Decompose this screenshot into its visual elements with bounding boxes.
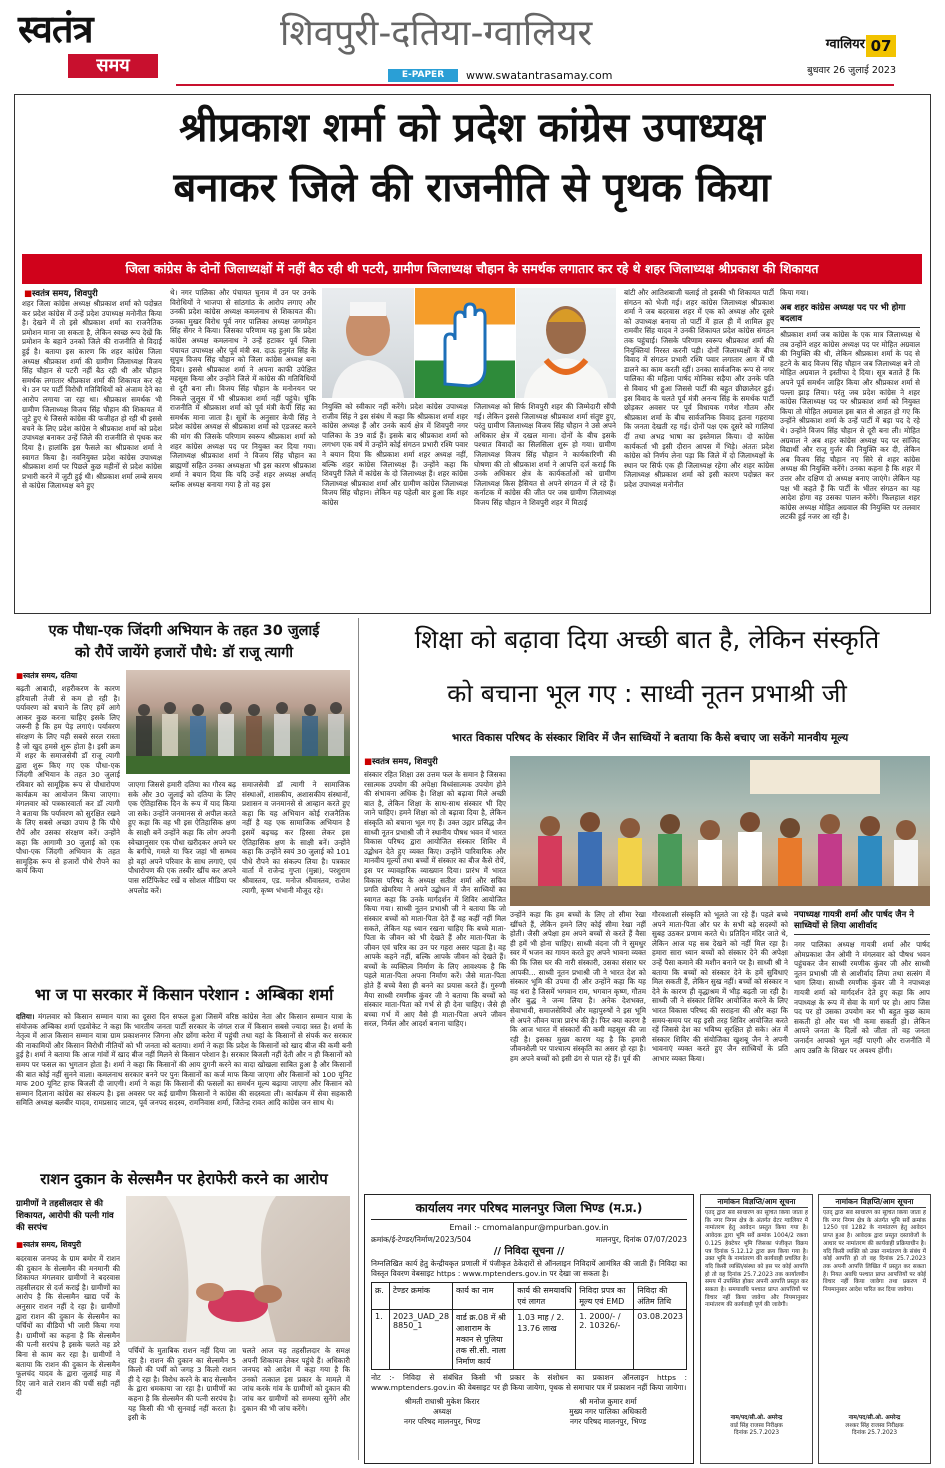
sadhvi-column-2: उन्होंने कहा कि हम बच्चों के लिए तो सीमा रेखा खींचते हैं, लेकिन हमने लिए कोई सीमा रेखा नहीं होती। जैसी अपेक्षा हम अपने बच्चों से करते हैं वैसा ही हमें भी होना चाहिए। साध्वी वंदना जी ने सुमधुर स्वर में भजन का गायन करते हुए अपने भावना व्यक्त की कि जिस घर की नारी संस्कारी, उसका संसार घर आपकी... साध्वी नूतन प्रभाश्री जी ने भारत देश को संस्कार भूमि की उपमा दी और उन्होंने कहा कि यह वह धरा है जिसमें भगवान राम, भगवान कृष्ण, गौतम और बुद्ध ने जन्म लिया है। अनेक देशभक्त, सेवाभावी, समाजसेवियों और महापुरुषों ने इस भूमि से अपने जीवन यात्रा प्रारंभ की है। फिर क्या कारण है कि आज भारत में संस्कारों की कमी महसूस की जा रही है। इसका मुख्य कारण यह है कि हमारी जीवनशैली पर पाश्चात्य संस्कृति का असर हो रहा है। हम अपने बच्चों को इसी ढंग से पाल रहे हैं। पूर्व की xyxy=(510,910,646,1063)
lead-headline-line-1: श्रीप्रकाश शर्मा को प्रदेश कांग्रेस उपाध्यक्ष xyxy=(179,105,765,151)
tender-reference: क्रमांक/ई-टेण्डर/निर्माण/2023/504 xyxy=(371,1235,472,1244)
city-label: ग्वालियर xyxy=(825,37,865,52)
tender-office: कार्यालय नगर परिषद मालनपुर जिला भिण्ड (म.प्र.) xyxy=(371,1199,687,1220)
lead-byline: ■ स्वतंत्र समय, शिवपुरी xyxy=(24,288,174,299)
tree-headline-line-1: एक पौधा-एक जिंदगी अभियान के तहत 30 जुलाई xyxy=(48,623,320,639)
notice-2-date: दिनांक 25.7.2023 xyxy=(851,1430,898,1437)
tender-table-header xyxy=(372,1283,687,1310)
tree-byline: ■ स्वतंत्र समय, दतिया xyxy=(16,671,126,681)
lead-strap: जिला कांग्रेस के दोनों जिलाध्यक्षों में नहीं बैठ रही थी पटरी, ग्रामीण जिलाध्यक्ष चौहान के समर्थक लगातार कर रहे थे शहर जिलाध्यक्ष श्रीप्रकाश की शिकायत xyxy=(22,254,922,284)
notice-2-sign: नाम/पद/सी.ओ. अमरेन्द्र xyxy=(848,1415,901,1421)
tender-left-role: अध्यक्ष xyxy=(432,1407,452,1416)
masthead-divider xyxy=(176,84,894,86)
tender-col-duration: कार्य की समयावधि एवं लागत xyxy=(514,1283,576,1310)
notice-1-title: नामांकन विज्ञप्ति/आम सूचना xyxy=(705,1197,808,1208)
lead-column-1: शहर जिला कांग्रेस अध्यक्ष श्रीप्रकाश शर्मा को पदोन्नत कर प्रदेश कांग्रेस में उन्हें प्रदेश उपाध्यक्ष मनोनीत किया है। देखने में तो इसे श्रीप्रकाश शर्मा का राजनैतिक प्रमोशन माना जा सकता है, लेकिन स्वच्छ रूप देखें कि प्रमोशन के बहाने उनको जिले की राजनीति से विदाई हुई है। बताया इस कारण कि शहर कांग्रेस जिला अध्यक्ष श्रीप्रकाश शर्मा की ग्रामीण जिलाध्यक्ष विजय सिंह चौहान से पटरी नहीं बैठ रही थी और चौहान समर्थक लगातार श्रीप्रकाश शर्मा की शिकायत कर रहे थे। उन पर पार्टी विरोधी गतिविधियों को अंजाम देने का आरोप लगाया जा रहा था। श्रीप्रकाश समर्थक भी ग्रामीण जिलाध्यक्ष विजय सिंह चौहान की शिकायत में जुटे हुए थे जिससे कांग्रेस की फजीहत हो रही थी इससे बचने के लिए प्रदेश कांग्रेस ने श्रीप्रकाश शर्मा को प्रदेश उपाध्यक्ष बनाकर उन्हें जिले की राजनीति से पृथक कर दिया है। हालांकि इस फैसले का श्रीप्रकाश शर्मा ने स्वागत किया है। नवनियुक्त प्रदेश कांग्रेस उपाध्यक्ष श्रीप्रकाश शर्मा पर पिछले कुछ महीनों से प्रदेश कांग्रेस प्रभारी करने में जुटी हुई थी। श्रीप्रकाश शर्मा लम्बे समय से कांग्रेस जिलाध्यक्ष बने हुए xyxy=(22,299,162,491)
tender-cell-deadline: 03.08.2023 xyxy=(634,1310,687,1370)
ration-column-3: चलते आज यह तहसीलदार के समक्ष अपनी शिकायत लेकर पहुंचे हैं। अधिकारी जनपद को आदेश में कहा गया है कि उनको तत्काल इस प्रकार के मामले में जांच करके गांव के ग्रामीणों को दुकान की जांच कर ग्रामीणों को समस्या सुनेंगे और दुकान की भी जांच करेंगे। xyxy=(242,1346,350,1413)
public-notice-2 xyxy=(818,1194,931,1464)
edition-title: शिवपुरी-दतिया-ग्वालियर xyxy=(280,13,593,54)
tender-right-role: मुख्य नगर पालिका अधिकारी xyxy=(569,1407,647,1416)
lead-column-4: जिलाध्यक्ष को सिर्फ शिवपुरी शहर की जिम्मेदारी सौंपी गई। लेकिन इससे जिलाध्यक्ष श्रीप्रकाश शर्मा संतुष्ट हुए, परंतु ग्रामीण जिलाध्यक्ष विजय सिंह चौहान ने उसे अपने अधिकार क्षेत्र में दखल माना। दोनों के बीच इसके पश्चात विवादों का सिलसिला शुरू हो गया। ग्रामीण जिलाध्यक्ष विजय सिंह चौहान ने कार्यकारिणी की घोषणा की तो श्रीप्रकाश शर्मा ने आपत्ति दर्ज कराई कि उनके अधिकार क्षेत्र के कार्यकर्ताओं को ग्रामीण जिलाध्यक्ष किस हैसियत से अपने संगठन में ले रहे हैं। कर्नाटक में कांग्रेस की जीत पर जब ग्रामीण जिलाध्यक्ष विजय सिंह चौहान ने शिवपुरी शहर में मिठाई xyxy=(474,402,616,507)
tender-cell-fee: 1. 2000/- / 2. 10326/- xyxy=(576,1310,634,1370)
notice-2-text: एतद् द्वारा सर्व साधारण को सूचित किया जाता है कि नगर निगम क्षेत्र के अंतर्गत भूमि सर्वे क्रमांक 1250 एवं 1282 के नामांतरण हेतु आवेदन प्राप्त हुआ है। आवेदक द्वारा प्रस्तुत दस्तावेजों के आधार पर नामांतरण की कार्यवाही प्रक्रियाधीन है। यदि किसी व्यक्ति को उक्त नामांतरण के संबंध में कोई आपत्ति हो तो वह दिनांक 25.7.2023 तक अपनी आपत्ति लिखित में प्रस्तुत कर सकता है। नियत अवधि पश्चात प्राप्त आपत्तियों पर कोई विचार नहीं किया जावेगा तथा प्रकरण में नियमानुसार आदेश पारित कर दिया जावेगा। xyxy=(823,1210,926,1294)
sadhvi-byline: ■ स्वतंत्र समय, शिवपुरी xyxy=(364,756,504,767)
sadhvi-column-3: गौरवशाली संस्कृति को भूलते जा रहे हैं। पहले बच्चे अपने माता-पिता और घर के सभी बड़े सदस्यों को सुबह उठकर प्रणाम करते थे। प्रतिदिन मंदिर जाते थे, लेकिन आज यह सब देखने को नहीं मिल रहा है। हमारा सारा ध्यान बच्चों को संस्कार देने की अपेक्षा उन्हें पैसा कमाने की मशीन बनाने पर है। साध्वी श्री ने बताया कि बच्चों को संस्कार देने के हमें सुविधाएं मिल सकती हैं, लेकिन सुख नहीं। बच्चों को संस्कार न देने के कारण ही वृद्धाश्रम में भीड़ बढ़ती जा रही है। साध्वी जी ने संस्कार शिविर आयोजित करने के लिए भारत विकास परिषद की सराहना की और कहा कि समय-समय पर यह इसी तरह शिविर आयोजित करते रहें जिससे देश का भविष्य सुरक्षित हो सके। अंत में संस्कार शिविर की संयोजिका खुशबू जैन ने अपनी भावनाएं व्यक्त करते हुए जैन साध्वियों के प्रति आभार व्यक्त किया। xyxy=(652,910,788,1063)
logo-text-bottom: समय xyxy=(68,54,158,78)
lead-column-5: बांटी और आतिशबाजी चलाई तो इसकी भी शिकायत पार्टी संगठन को भेजी गई। शहर कांग्रेस जिलाध्यक्ष श्रीप्रकाश शर्मा ने जब बदरवास शहर में एक को अध्यक्ष और दूसरे को उपाध्यक्ष बनाया तो पार्टी में हाल ही में शामिल हुए रामवीर सिंह यादव ने उनकी शिकायत प्रदेश कांग्रेस संगठन तक पहुंचाई। जिसके परिणाम स्वरूप श्रीप्रकाश शर्मा की नियुक्तियां निरस्त करनी पड़ी। दोनों जिलाध्यक्षों के बीच विवाद में संगठन प्रभारी रश्मि पवार लगातार आग में घी डालने का काम करती रहीं। उनका सार्वजनिक रूप से नगर पालिका की महिला पार्षद मोनिका सड़ैया और उनके पति से विवाद भी हुआ जिससे पार्टी की बहुत छीछालेदर हुई। इस विवाद के चलते पूर्व मंत्री अनन्य सिंह के समर्थक पार्टी छोड़कर अवसर पर पूर्व विधायक गणेश गौतम और श्रीप्रकाश शर्मा के बीच सार्वजनिक विवाद इतना गहराया कि जनता देखती रह गई। दोनों पक्ष एक दूसरे को गालियां दीं तथा अभद्र भाषा का इस्तेमाल किया। दो कांग्रेस कार्यकर्ता भी इसी दौरान आपस में भिड़े। अंततः प्रदेश कांग्रेस को निर्णय लेना पड़ा कि जिले में दो जिलाध्यक्षों के स्थान पर सिर्फ एक ही जिलाध्यक्ष रहेगा और शहर कांग्रेस जिलाध्यक्ष श्रीप्रकाश शर्मा को इसी कारण पदोन्नत कर प्रदेश उपाध्यक्ष मनोनीत xyxy=(624,288,774,489)
sadhvi-headline-line-2: को बचाना भूल गए : साध्वी नूतन प्रभाश्री जी xyxy=(447,679,847,708)
tree-column-3: समाजसेवी डॉ त्यागी ने सामाजिक संस्थाओं, शासकीय, अशासकीय संस्थानों, प्रशासन व जनमानसे से आव्हान करते हुए कहा कि यह अभियान कोई राजनैतिक नहीं है यह एक सामाजिक अभियान है इसमें बढ़चढ़ कर हिस्सा लेकर इस ऐतिहासिक क्षण के साक्षी बनें। उन्होंने कहा कि उन्होंने स्वयं 30 जुलाई को 101 पौधे रौपने का संकल्प लिया है। पत्रकार वार्ता में राजेन्द्र गुप्ता (मुन्ना), परशुराम श्रीवास्तव, एड. मनोज श्रीवास्तव, राजेश त्यागी, कृष्ण भंभानी मौजूद रहे। xyxy=(242,780,350,895)
epaper-badge: E-PAPER xyxy=(388,69,458,82)
lead-column-3: नियुक्ति को स्वीकार नहीं करेंगे। प्रदेश कांग्रेस उपाध्यक्ष राजीव सिंह ने इस संबंध में कहा कि श्रीप्रकाश शर्मा शहर कांग्रेस अध्यक्ष हैं और उनके कार्य क्षेत्र में शिवपुरी नगर पालिका के 39 वार्ड हैं। इसके बाद श्रीप्रकाश शर्मा को लगभग एक वर्ष में उन्होंने कोई संगठन प्रभारी रश्मि पवार ने बयान दिया कि श्रीप्रकाश शर्मा शहर अध्यक्ष नहीं, बल्कि शहर कांग्रेस जिलाध्यक्ष हैं। उन्होंने कहा कि शिवपुरी जिले में कांग्रेस के दो जिलाध्यक्ष हैं। शहर कांग्रेस जिलाध्यक्ष श्रीप्रकाश शर्मा और ग्रामीण कांग्रेस जिलाध्यक्ष विजय सिंह चौहान। लेकिन यह पहेली बार हुआ कि शहर कांग्रेस xyxy=(322,402,468,507)
kisan-story-text xyxy=(16,1012,352,1164)
kisan-body: मंगलवार को किसान सम्मान यात्रा का दूसरा दिन सफल हुआ जिसमें वरिष्ठ कांग्रेस नेता और किसान सम्मान यात्रा के संयोजक अम्बिका शर्मा एडवोकेट ने कहा कि भारतीय जनता पार्टी सरकार के जंगल राज में किसान सबसे ज्यादा त्रस्त है। शर्मा के नेतृत्व में आज किसान सम्मान यात्रा ग्राम प्रकाशनगर जिगना और छोंगा करेरा में पहुंची तथा यहां के किसानों से संपर्क कर सरकार की नाकामियों और किसान विरोधी नीतियों को भी जनता को बताया। शर्मा ने कहा कि प्रदेश के किसानों को खाद बीज की कमी बनी हुई है। शर्मा ने बताया कि आज गांवों में खाद बीज नहीं मिलने से किसान परेशान है। सरकार बिजली नहीं देती और न ही किसानों को समय पर फसल का भुगतान होता है। शर्मा ने कहा कि किसानों की आय दुगनी करने का वादा खोखला साबित हुआ है और किसानों की बात कोई नहीं सुनने वाला। कमलनाथ सरकार बनने पर पुनः किसानों का कर्ज माफ किया जाएगा और किसानों को 100 यूनिट माफ 200 यूनिट हाफ बिजली दी जाएगी। शर्मा ने कहा कि किसानों की फसलों का समर्थन मूल्य बढ़ाया जाएगा और किसान को सम्मान दिलाना कांग्रेस का संकल्प है। इस अवसर पर कई ग्रामीण किसानों ने कांग्रेस की सदस्यता ली। कार्यक्रम में सेवा सहकारी समिति अध्यक्ष बलबीर यादव, रामप्रसाद जाटव, पूर्व जनपद सदस्य, रामनिवास शर्मा, जितेन्द्र रावत आदि कांग्रेस जन साथ थे। xyxy=(16,1012,352,1108)
ration-column-2: पर्चियों के मुताबिक राशन नहीं दिया जा रहा है। राशन की दुकान का सेल्समैन 5 किलो की पर्ची को जगह 3 किलो राशन ही दे रहा है। विरोध करने के बाद सेल्समैन के द्वारा धमकाया जा रहा है। ग्रामीणों का कहना है कि सेल्समैन की पत्नी सरपंच है। यह किसी की भी सुनवाई नहीं करता है। इसी के xyxy=(128,1346,236,1423)
tender-left-name: श्रीमती राधाश्री मुकेश किरार xyxy=(404,1397,480,1406)
photo-vijay-singh-chauhan xyxy=(516,288,616,398)
tree-column-2: जाएगा जिससे हमारी दतिया का गौरव बढ़ सके और 30 जुलाई को दतिया के लिए एक ऐतिहासिक दिन के रूप में याद किया जा सके। उन्होंने जनमानस से अपील करते हुए कहा कि वह भी इस ऐतिहासिक क्षण के साक्षी बनें उन्होंने कहा कि लोग अपनी स्वेच्छानुसार एक पौधा खरीदकर अपने घर के बगीचे, गमले या फिर जहां भी सम्भव हो वहां अपने परिवार के साथ लगाएं, एवं पौधारोपण की एक तस्वीर खींच कर अपने पास सर्टिफिकेट रखें व सोशल मीडिया पर अपलोड करें। xyxy=(128,780,236,895)
public-notice-1 xyxy=(700,1194,813,1464)
tender-title: // निविदा सूचना // xyxy=(493,1246,565,1257)
masthead xyxy=(0,0,945,92)
notice-2-sign-2: लश्कर सिंह राजस्व निरीक्षक xyxy=(845,1422,904,1429)
ration-byline: ■ स्वतंत्र समय, शिवपुरी xyxy=(16,1240,126,1250)
notice-1-sign: नाम/पद/सी.ओ. अमरेन्द्र xyxy=(730,1415,783,1421)
newspaper-logo[interactable] xyxy=(18,8,168,80)
tender-col-work: कार्य का नाम xyxy=(453,1283,514,1310)
tender-cell-duration: 1.03 माह / 2. 13.76 लाख xyxy=(514,1310,576,1370)
sadhvi-sidebar-heading: नपाध्यक्ष गायत्री शर्मा और पार्षद जैन ने साध्वियों से लिया आशीर्वाद xyxy=(794,910,930,935)
tender-cell-serial: 1. xyxy=(372,1310,390,1370)
ration-column-1: बदरवास जनपद के ग्राम बमोर में राशन की दुकान के सेल्समैन की मनमानी की शिकायत मंगलवार ग्रामीणों ने बदरवास तहसीलदार से दर्ज कराई है। ग्रामीणों का आरोप है कि सेल्समैन खाद्य पर्चे के अनुसार राशन नहीं दे रहा है। ग्रामीणों द्वारा राशन की दुकान के सेल्समैन का पर्चियों का वीडियो भी जारी किया गया है। ग्रामीणों का कहना है कि सेल्समैन की पत्नी सरपंच है इसके चलते वह डरे बिना से काम कर रहा है। ग्रामीणों ने बताया कि राशन की दुकान के सेल्समैन फूलचंद यादव के द्वारा जुलाई माह में दिए जाने वाले राशन की पर्ची सही नहीं दी xyxy=(16,1254,120,1398)
photo-tree-press-conference xyxy=(126,670,350,774)
tender-note: नोट :- निविदा से संबंधित किसी भी प्रकार के संशोधन का प्रकाशन ऑनलाइन https : www.mptenders.gov.in की वेबसाइट पर ही किया जायेगा, पृथक से समाचार पत्र में प्रकाशन नहीं किया जायेगा। xyxy=(371,1373,687,1392)
tender-col-number: टेण्डर क्रमांक xyxy=(390,1283,453,1310)
tender-signatory-right xyxy=(529,1397,687,1427)
issue-date: बुधवार 26 जुलाई 2023 xyxy=(807,65,896,76)
congress-hand-logo xyxy=(415,288,515,398)
tender-date: मालनपुर, दिनांक 07/07/2023 xyxy=(595,1235,687,1244)
lead-sidebar-heading: अब शहर कांग्रेस अध्यक्ष पद पर भी होगा बदलाव xyxy=(780,303,920,328)
tender-col-serial: क्र. xyxy=(372,1283,390,1310)
photo-sanskar-shivir xyxy=(510,756,930,906)
tender-table xyxy=(371,1282,687,1370)
photo-shriprakash-sharma xyxy=(322,288,414,398)
tender-cell-work: वार्ड क्र.08 में श्री आशाराम के मकान से पुलिया तक सी.सी. नाला निर्माण कार्य xyxy=(453,1310,514,1370)
notice-1-date: दिनांक 25.7.2023 xyxy=(733,1430,780,1437)
tender-right-org: नगर परिषद मालनपुर, भिण्ड xyxy=(569,1417,647,1426)
tree-column-1: बढ़ती आबादी, शहरीकरण के कारण हरियाली तेजी से कम हो रही है। पर्यावरण को बचाने के लिए हमें आगे आकर कुछ करना चाहिए इसके लिए जरूरी है कि हम पेड़ लगाएं। पर्यावरण संरक्षण के लिए यही सबसे सरल रास्ता है जो खुद हमसे शुरू होता है। इसी क्रम में शहर के समाजसेवी डॉ राजू त्यागी द्वारा शुरू किए गए एक पौधा-एक जिंदगी अभियान के तहत 30 जुलाई रविवार को सामूहिक रूप से पौधारोपण कार्यक्रम का आयोजन किया जाएगा। मंगलवार को पत्रकारवार्ता कर डॉ त्यागी ने बताया कि पर्यावरण को सुरक्षित रखने के लिए सबसे अच्छा उपाय है कि पौधे रौपें और उसका संरक्षण करें। उन्होंने कहा कि आगामी 30 जुलाई को एक पौधा-एक जिंदगी अभियान के तहत सामूहिक रूप से हजारों पौधे रौपने का कार्य किया xyxy=(16,684,120,876)
page-number: 07 xyxy=(866,35,896,57)
notice-2-title: नामांकन विज्ञप्ति/आम सूचना xyxy=(823,1197,926,1208)
sadhvi-sidebar-text: नगर पालिका अध्यक्ष गायत्री शर्मा और पार्षद ओमप्रकाश जैन ओमी ने मंगलवार को पौषध भवन पहुंचकर जैन साध्वी रमणीक कुंवर जी और साध्वी नूतन प्रभाश्री जी से आशीर्वाद लिया तथा सत्संग में भाग लिया। साध्वी रमणीक कुंवर जी ने नपाध्यक्ष गायत्री शर्मा को मार्गदर्शन देते हुए कहा कि आप नपाध्यक्ष के रूप में सेवा के मार्ग पर हो। आप जिस पद पर हो उसका उपयोग कर भी बहुत कुछ काम सकती हो और यश भी कमा सकती हो। लेकिन आपने जनता के दिलों को जीता तो वह जनता जनार्दन आपको भूल नहीं पाएगी और राजनीति में आप उन्नति के शिखर पर अवश्य होंगी। xyxy=(794,940,930,1055)
photo-ration-shop xyxy=(126,1196,350,1342)
lead-column-2: थे। नगर पालिका और पंचायत चुनाव में उन पर उनके विरोधियों ने भाजपा से सांठगांठ के आरोप लगाए और उनकी प्रदेश कांग्रेस अध्यक्ष कमलनाथ से शिकायत की। उनका मुखर विरोध पूर्व नगर पालिका अध्यक्ष जगमोहन सिंह सेंगर ने किया। जिसका परिणाम यह हुआ कि प्रदेश कांग्रेस अध्यक्ष कमलनाथ ने उन्हें हटाकर पूर्व जिला पंचायत उपाध्यक्ष और पूर्व मंत्री स्व. दाऊ हनुमंत सिंह के सुपुत्र विजय सिंह चौहान को जिला कांग्रेस अध्यक्ष बना दिया। इससे श्रीप्रकाश शर्मा ने अपना काफी उपेक्षित महसूस किया और उन्होंने जिले में कांग्रेस की गतिविधियों से दूरी बना ली। विजय सिंह चौहान के मनोनयन पर निकले जुलूस में भी श्रीप्रकाश शर्मा नहीं पहुंचे। चूंकि राजनीति में श्रीप्रकाश शर्मा को पूर्व मंत्री केपी सिंह का समर्थक माना जाता है। सूत्रों के अनुसार केपी सिंह ने प्रदेश कांग्रेस अध्यक्ष से श्रीप्रकाश शर्मा को एडजस्ट करने की मांग की जिसके परिणाम स्वरूप श्रीप्रकाश शर्मा को शहर कांग्रेस अध्यक्ष पद पर नियुक्त कर दिया गया। जिलाध्यक्ष श्रीप्रकाश शर्मा ने विजय सिंह चौहान का ब्राह्मणों सहित उनका अध्यक्षता भी इस कारण श्रीप्रकाश शर्मा ने बयान दिया कि यदि उन्हें शहर अध्यक्ष अर्थात् ब्लॉक अध्यक्ष बनाया गया है तो वह इस xyxy=(170,288,316,489)
lead-sidebar-pre: किया गया। xyxy=(780,288,809,297)
kisan-headline: भा ज पा सरकार में किसान परेशान : अम्बिका शर्मा xyxy=(34,985,334,1004)
tender-cell-number: 2023_UAD_28 8850_1 xyxy=(390,1310,453,1370)
column-divider xyxy=(358,618,359,1460)
notice-1-text: एतद् द्वारा सर्व साधारण को सूचित किया जाता है कि नगर निगम क्षेत्र के अंतर्गत ग्रेटर ग्वालियर में नामांतरण हेतु आवेदन प्रस्तुत किया गया है। आवेदक द्वारा भूमि सर्वे क्रमांक 1004/2 रकवा 0.125 हेक्टेयर भूमि जिसका पंजीकृत विक्रय पत्र दिनांक 5.12.12 द्वारा क्रय किया गया है। उक्त भूमि के नामांतरण की कार्यवाही प्रचलित है। यदि किसी व्यक्ति/संस्था को इस पर कोई आपत्ति हो तो वह दिनांक 25.7.2023 तक कार्यालयीन समय में उपस्थित होकर अपनी आपत्ति प्रस्तुत कर सकता है। समयावधि पश्चात प्राप्त आपत्तियों पर विचार नहीं किया जावेगा और नियमानुसार नामांतरण की कार्यवाही पूर्ण की जावेगी। xyxy=(705,1210,808,1309)
tender-intro: निम्नलिखित कार्य हेतु केन्द्रीयकृत प्रणाली में पंजीकृत ठेकेदारों से ऑनलाइन निविदायें आमंत्रित की जाती हैं। निविदा का विस्तृत विवरण वेबसाइट https : www.mptenders.gov.in पर देखा जा सकता है। xyxy=(371,1259,687,1278)
tender-notice xyxy=(364,1194,694,1464)
tender-col-deadline: निविदा की अंतिम तिथि xyxy=(634,1283,687,1310)
tender-right-name: श्री मनोज कुमार शर्मा xyxy=(579,1397,637,1406)
website-link[interactable]: www.swatantrasamay.com xyxy=(466,69,613,82)
tree-headline-line-2: को रौपें जायेंगे हजारों पौधे: डॉ राजू त्यागी xyxy=(74,645,294,661)
sadhvi-headline-line-1: शिक्षा को बढ़ावा दिया अच्छी बात है, लेकिन संस्कृति xyxy=(414,625,880,654)
tender-signatory-left xyxy=(371,1397,513,1427)
ration-subheadline: ग्रामीणों ने तहसीलदार से की शिकायत, आरोपी की पत्नी गांव की सरपंच xyxy=(16,1199,114,1233)
sadhvi-strap: भारत विकास परिषद के संस्कार शिविर में जैन साध्वियों ने बताया कि कैसे बचाए जा सकेंगे मानवीय मूल्य xyxy=(451,732,849,744)
kisan-dateline: दतिया। xyxy=(16,1012,35,1021)
table-row xyxy=(372,1310,687,1370)
tender-col-fee: निविदा प्रपत्र का मूल्य एवं EMD xyxy=(576,1283,634,1310)
lead-headline-line-2: बनाकर जिले की राजनीति से पृथक किया xyxy=(173,165,771,211)
tender-email[interactable]: Email :- cmomalanpur@mpurban.gov.in xyxy=(449,1223,609,1232)
lead-sidebar-text: श्रीप्रकाश शर्मा जब कांग्रेस के एक मात्र जिलाध्यक्ष थे तब उन्होंने शहर कांग्रेस अध्यक्ष पद पर मोहित अग्रवाल की नियुक्ति की थी, लेकिन श्रीप्रकाश शर्मा के पद से हटने के बाद विजय सिंह चौहान जब जिलाध्यक्ष बने तो मोहित अग्रवाल ने इस्तीफा दे दिया। सूत्र बताते हैं कि अपने पूर्व समर्थन जाहिर किया और श्रीप्रकाश शर्मा से पल्ला झाड़ लिया। परंतु जब प्रदेश कांग्रेस ने शहर कांग्रेस जिलाध्यक्ष पद पर श्रीप्रकाश शर्मा को नियुक्त किया तो मोहित अग्रवाल इस बात से आहत हो गए कि उन्होंने श्रीप्रकाश शर्मा के उन्हें पार्टी में बड़ा पद दे रहे थे। उन्होंने विजय सिंह चौहान से दूरी बना ली। मोहित अग्रवाल ने अब शहर कांग्रेस अध्यक्ष पद पर सांजिद विद्यार्थी और राजू गुर्जर की नियुक्ति कर दी, लेकिन अब विजय सिंह चौहान नए सिरे से शहर कांग्रेस अध्यक्ष की नियुक्ति करेंगे। उनका कहना है कि शहर में उत्तर और दक्षिण दो अध्यक्ष बनाए जाएंगे। लेकिन यह पक्ष भी कहते हैं कि पार्टी के भीतर संगठन का यह आदेश होगा वह उसका पालन करेंगे। फिलहाल शहर कांग्रेस अध्यक्ष मोहित अग्रवाल की नियुक्ति पर तलवार लटकी हुई नजर आ रही है। xyxy=(780,330,920,522)
ration-headline: राशन दुकान के सेल्समैन पर हेराफेरी करने का आरोप xyxy=(40,1170,328,1188)
tender-left-org: नगर परिषद मालनपुर, भिण्ड xyxy=(403,1417,481,1426)
notice-1-sign-2: वार्ड सिंह राजस्व निरीक्षक xyxy=(730,1422,783,1429)
logo-text-top: स्वतंत्र xyxy=(18,7,93,51)
sadhvi-column-1: संस्कार रहित शिक्षा उस उत्तम फल के समान है जिसका रसात्मक उपयोग की अपेक्षा विध्वंसात्मक उपयोग होने की संभावना अधिक है। शिक्षा को बढ़ावा मिले अच्छी बात है, लेकिन शिक्षा के साथ-साथ संस्कार भी दिए जाने चाहिए। हमने शिक्षा को तो बढ़ावा दिया है, लेकिन संस्कृति को बचाना भूल गए हैं। उक्त उद्गार प्रसिद्ध जैन साध्वी नूतन प्रभाश्री जी ने स्थानीय पौषध भवन में भारत विकास परिषद द्वारा आयोजित संस्कार शिविर में उद्बोधन देते हुए व्यक्त किए। उन्होंने पारिवारिक और मानवीय मूल्यों तथा बच्चों में संस्कार का बीज कैसे रोपें, इस पर व्यावहारिक व्याख्यान दिया। प्रारंभ में भारत विकास परिषद के अध्यक्ष सतीश शर्मा और सचिव प्रगति खेमरिया ने अपने उद्बोधन में जैन साध्वियों का स्वागत कहा कि उनके मार्गदर्शन में शिविर आयोजित किया गया। साध्वी नूतन प्रभाश्री जी ने बताया कि जो संस्कार बच्चों को माता-पिता देते हैं वह कहीं नहीं मिल सकते, लेकिन यह ध्यान रखना चाहिए कि बच्चे माता-पिता के जीवन को भी देखते हैं और माता-पिता के जीवन एवं चरित्र का उन पर गहरा असर पड़ता है। वह आपके कहने नहीं, बल्कि आपके जीवन को देखते हैं। बच्चों के व्यक्तित्व निर्माण के लिए आवश्यक है कि पहले माता-पिता अपना निर्माण करें। जैसे माता-पिता होते हैं बच्चे वैसा ही बनने का प्रयास करते हैं। गुरुणी मैया साध्वी रमणीक कुंवर जी ने बताया कि बच्चों को संस्कार माता-पिता को गर्भ से ही देना चाहिए। जैसे ही बच्चा गर्भ में आए वैसे ही माता-पिता अपने जीवन सरल, निर्मल और आदर्श बनाना चाहिए। xyxy=(364,770,506,1029)
